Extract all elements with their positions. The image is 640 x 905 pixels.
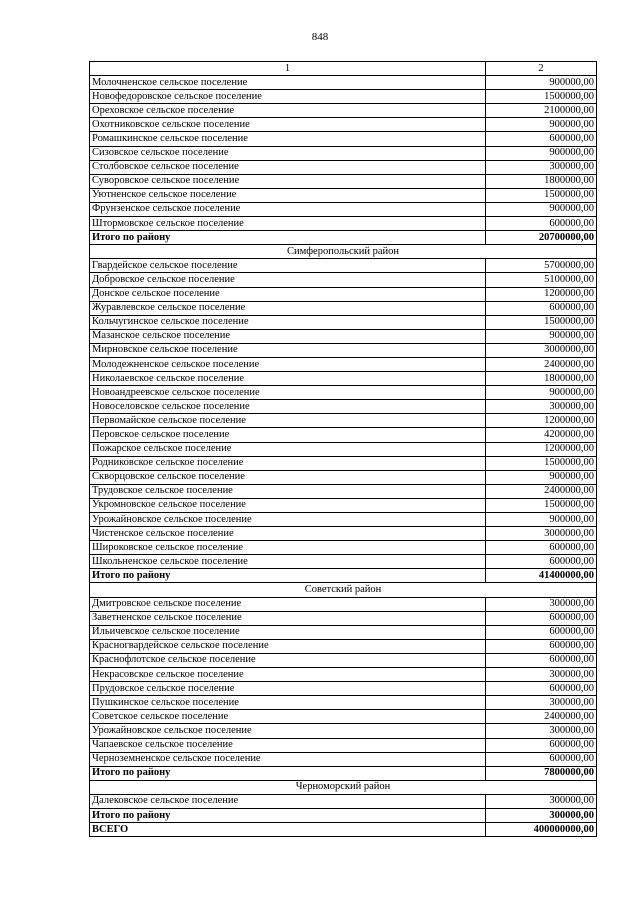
settlement-amount: 600000,00: [486, 639, 597, 653]
settlement-amount: 1800000,00: [486, 372, 597, 386]
settlement-amount: 2100000,00: [486, 104, 597, 118]
settlement-row: [90, 343, 597, 357]
settlement-row: [90, 160, 597, 174]
settlement-name: Краснофлотское сельское поселение: [90, 653, 486, 667]
page-number: 848: [311, 31, 329, 43]
settlement-row: [90, 541, 597, 555]
settlement-row: [90, 386, 597, 400]
settlement-amount: 300000,00: [486, 724, 597, 738]
settlement-amount: 600000,00: [486, 555, 597, 569]
settlement-amount: 900000,00: [486, 386, 597, 400]
settlement-amount: 1500000,00: [486, 90, 597, 104]
settlement-row: [90, 90, 597, 104]
settlement-amount: 900000,00: [486, 329, 597, 343]
settlement-row: [90, 76, 597, 90]
settlement-name: Чистенское сельское поселение: [90, 527, 486, 541]
settlement-amount: 900000,00: [486, 76, 597, 90]
settlement-amount: 5100000,00: [486, 273, 597, 287]
settlement-amount: 600000,00: [486, 653, 597, 667]
settlement-row: [90, 668, 597, 682]
district-header-row: [90, 245, 597, 259]
settlement-name: Пушкинское сельское поселение: [90, 696, 486, 710]
settlement-row: [90, 456, 597, 470]
settlement-amount: 300000,00: [486, 696, 597, 710]
settlement-name: Урожайновское сельское поселение: [90, 724, 486, 738]
settlement-amount: 600000,00: [486, 541, 597, 555]
settlement-name: Укромновское сельское поселение: [90, 498, 486, 512]
settlement-amount: 1500000,00: [486, 456, 597, 470]
settlement-name: Молодежненское сельское поселение: [90, 357, 486, 371]
settlement-row: [90, 188, 597, 202]
budget-allocation-table: [89, 61, 597, 837]
settlement-name: Урожайновское сельское поселение: [90, 513, 486, 527]
table-body: [90, 62, 597, 837]
settlement-row: [90, 710, 597, 724]
settlement-amount: 4200000,00: [486, 428, 597, 442]
settlement-name: Далековское сельское поселение: [90, 794, 486, 808]
settlement-amount: 900000,00: [486, 202, 597, 216]
settlement-amount: 900000,00: [486, 470, 597, 484]
settlement-row: [90, 202, 597, 216]
settlement-name: Молочненское сельское поселение: [90, 76, 486, 90]
settlement-amount: 600000,00: [486, 682, 597, 696]
settlement-amount: 1200000,00: [486, 414, 597, 428]
grand-total-row: [90, 823, 597, 837]
settlement-name: Штормовское сельское поселение: [90, 217, 486, 231]
settlement-amount: 600000,00: [486, 132, 597, 146]
settlement-amount: 600000,00: [486, 301, 597, 315]
settlement-name: Новоандреевское сельское поселение: [90, 386, 486, 400]
settlement-row: [90, 527, 597, 541]
column-number-1: 1: [90, 62, 486, 76]
settlement-name: Охотниковское сельское поселение: [90, 118, 486, 132]
district-name: Советский район: [90, 583, 597, 597]
settlement-row: [90, 372, 597, 386]
settlement-name: Красногвардейское сельское поселение: [90, 639, 486, 653]
settlement-row: [90, 724, 597, 738]
district-total-row: [90, 231, 597, 245]
settlement-name: Николаевское сельское поселение: [90, 372, 486, 386]
settlement-row: [90, 513, 597, 527]
settlement-amount: 3000000,00: [486, 527, 597, 541]
settlement-amount: 600000,00: [486, 625, 597, 639]
settlement-amount: 1500000,00: [486, 188, 597, 202]
settlement-amount: 900000,00: [486, 118, 597, 132]
settlement-name: Заветненское сельское поселение: [90, 611, 486, 625]
settlement-row: [90, 597, 597, 611]
settlement-name: Родниковское сельское поселение: [90, 456, 486, 470]
settlement-name: Ромашкинское сельское поселение: [90, 132, 486, 146]
settlement-amount: 1800000,00: [486, 174, 597, 188]
settlement-name: Фрунзенское сельское поселение: [90, 202, 486, 216]
settlement-row: [90, 752, 597, 766]
settlement-row: [90, 682, 597, 696]
settlement-amount: 5700000,00: [486, 259, 597, 273]
district-total-amount: 41400000,00: [486, 569, 597, 583]
settlement-row: [90, 329, 597, 343]
settlement-amount: 2400000,00: [486, 357, 597, 371]
settlement-name: Перовское сельское поселение: [90, 428, 486, 442]
settlement-row: [90, 414, 597, 428]
district-name: Черноморский район: [90, 780, 597, 794]
settlement-name: Первомайское сельское поселение: [90, 414, 486, 428]
settlement-name: Трудовское сельское поселение: [90, 484, 486, 498]
settlement-name: Ореховское сельское поселение: [90, 104, 486, 118]
settlement-row: [90, 653, 597, 667]
settlement-amount: 600000,00: [486, 611, 597, 625]
settlement-name: Мазанское сельское поселение: [90, 329, 486, 343]
column-number-2: 2: [486, 62, 597, 76]
settlement-row: [90, 442, 597, 456]
settlement-row: [90, 217, 597, 231]
settlement-row: [90, 174, 597, 188]
settlement-name: Кольчугинское сельское поселение: [90, 315, 486, 329]
settlement-amount: 600000,00: [486, 217, 597, 231]
settlement-row: [90, 146, 597, 160]
settlement-name: Черноземненское сельское поселение: [90, 752, 486, 766]
settlement-name: Советское сельское поселение: [90, 710, 486, 724]
settlement-row: [90, 132, 597, 146]
district-total-row: [90, 766, 597, 780]
settlement-amount: 300000,00: [486, 400, 597, 414]
grand-total-label: ВСЕГО: [90, 823, 486, 837]
settlement-name: Гвардейское сельское поселение: [90, 259, 486, 273]
settlement-amount: 1200000,00: [486, 442, 597, 456]
settlement-amount: 600000,00: [486, 738, 597, 752]
district-total-label: Итого по району: [90, 766, 486, 780]
settlement-row: [90, 104, 597, 118]
district-total-label: Итого по району: [90, 569, 486, 583]
settlement-row: [90, 118, 597, 132]
settlement-row: [90, 315, 597, 329]
column-number-row: [90, 62, 597, 76]
district-total-row: [90, 569, 597, 583]
settlement-row: [90, 287, 597, 301]
settlement-name: Чапаевское сельское поселение: [90, 738, 486, 752]
district-total-label: Итого по району: [90, 231, 486, 245]
settlement-row: [90, 794, 597, 808]
settlement-name: Уютненское сельское поселение: [90, 188, 486, 202]
settlement-row: [90, 301, 597, 315]
settlement-amount: 900000,00: [486, 513, 597, 527]
settlement-name: Мирновское сельское поселение: [90, 343, 486, 357]
settlement-name: Дмитровское сельское поселение: [90, 597, 486, 611]
district-total-row: [90, 808, 597, 822]
settlement-name: Ильичевское сельское поселение: [90, 625, 486, 639]
settlement-row: [90, 639, 597, 653]
settlement-name: Скворцовское сельское поселение: [90, 470, 486, 484]
settlement-row: [90, 498, 597, 512]
settlement-name: Столбовское сельское поселение: [90, 160, 486, 174]
settlement-amount: 900000,00: [486, 146, 597, 160]
settlement-row: [90, 259, 597, 273]
grand-total-amount: 400000000,00: [486, 823, 597, 837]
settlement-amount: 3000000,00: [486, 343, 597, 357]
district-total-label: Итого по району: [90, 808, 486, 822]
settlement-row: [90, 738, 597, 752]
settlement-amount: 300000,00: [486, 668, 597, 682]
settlement-name: Прудовское сельское поселение: [90, 682, 486, 696]
district-header-row: [90, 780, 597, 794]
settlement-name: Суворовское сельское поселение: [90, 174, 486, 188]
settlement-amount: 1500000,00: [486, 315, 597, 329]
settlement-row: [90, 484, 597, 498]
settlement-name: Новофедоровское сельское поселение: [90, 90, 486, 104]
settlement-amount: 2400000,00: [486, 484, 597, 498]
settlement-name: Некрасовское сельское поселение: [90, 668, 486, 682]
settlement-row: [90, 696, 597, 710]
settlement-row: [90, 625, 597, 639]
district-total-amount: 20700000,00: [486, 231, 597, 245]
settlement-row: [90, 357, 597, 371]
district-name: Симферопольский район: [90, 245, 597, 259]
settlement-row: [90, 273, 597, 287]
settlement-amount: 1200000,00: [486, 287, 597, 301]
settlement-name: Школьненское сельское поселение: [90, 555, 486, 569]
settlement-row: [90, 428, 597, 442]
settlement-row: [90, 611, 597, 625]
settlement-amount: 300000,00: [486, 597, 597, 611]
district-total-amount: 7800000,00: [486, 766, 597, 780]
settlement-row: [90, 555, 597, 569]
settlement-name: Сизовское сельское поселение: [90, 146, 486, 160]
settlement-amount: 600000,00: [486, 752, 597, 766]
district-total-amount: 300000,00: [486, 808, 597, 822]
settlement-name: Журавлевское сельское поселение: [90, 301, 486, 315]
settlement-amount: 300000,00: [486, 794, 597, 808]
settlement-amount: 2400000,00: [486, 710, 597, 724]
settlement-name: Донское сельское поселение: [90, 287, 486, 301]
settlement-name: Добровское сельское поселение: [90, 273, 486, 287]
settlement-name: Пожарское сельское поселение: [90, 442, 486, 456]
settlement-row: [90, 400, 597, 414]
district-header-row: [90, 583, 597, 597]
settlement-row: [90, 470, 597, 484]
settlement-amount: 1500000,00: [486, 498, 597, 512]
settlement-amount: 300000,00: [486, 160, 597, 174]
settlement-name: Новоселовское сельское поселение: [90, 400, 486, 414]
settlement-name: Широковское сельское поселение: [90, 541, 486, 555]
